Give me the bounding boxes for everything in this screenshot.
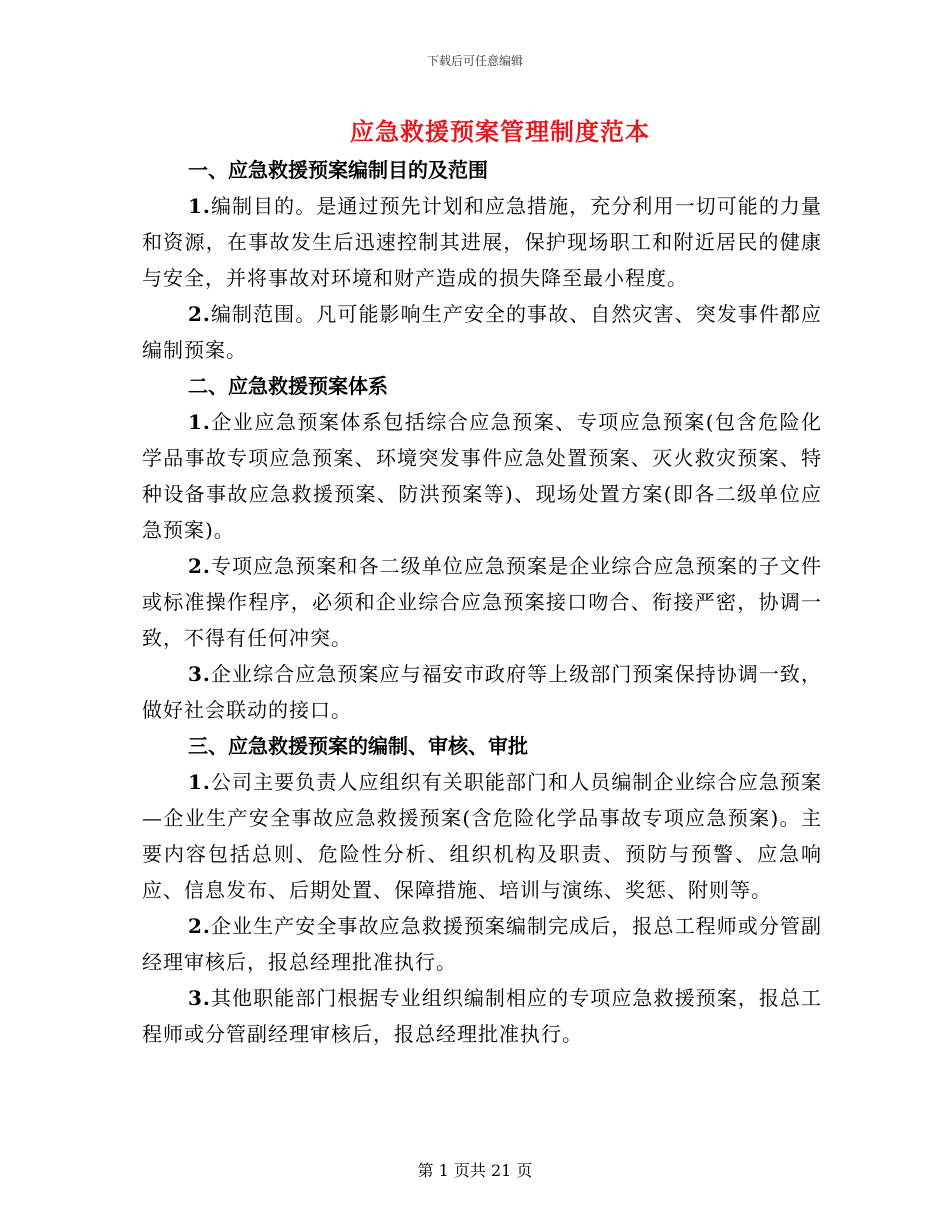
section-heading: 三、应急救援预案的编制、审核、审批 [188,734,528,758]
paragraph-text: 公司主要负责人应组织有关职能部门和人员编制企业综合应急预案—企业生产安全事故应急救援预案(含危险化学品事故专项应急预案)。主要内容包括总则、危险性分析、组织机构及职责、预防与预警、应急响应、信息发布、后期处置、保障措施、培训与演练、奖惩、附则等。 [142,770,822,902]
paragraph-number: 1. [188,410,211,434]
document-title: 应急救援预案管理制度范本 [350,117,650,146]
paragraph-number: 1. [188,194,211,218]
header-note: 下载后可任意编辑 [426,54,523,68]
paragraph-text: 编制范围。凡可能影响生产安全的事故、自然灾害、突发事件都应编制预案。 [142,302,822,362]
section-2 [142,368,822,728]
paragraph [142,764,822,908]
paragraph [142,296,822,368]
paragraph-text: 编制目的。是通过预先计划和应急措施，充分利用一切可能的力量和资源，在事故发生后迅速控制其进展，保护现场职工和附近居民的健康与安全，并将事故对环境和财产造成的损失降至最小程度。 [142,194,822,290]
section-heading: 二、应急救援预案体系 [188,374,388,398]
section-3 [142,728,822,1052]
section-1 [142,152,822,368]
paragraph-text: 企业综合应急预案应与福安市政府等上级部门预案保持协调一致，做好社会联动的接口。 [142,662,822,722]
paragraph [142,908,822,980]
paragraph [142,188,822,296]
paragraph-text: 其他职能部门根据专业组织编制相应的专项应急救援预案，报总工程师或分管副经理审核后，报总经理批准执行。 [142,986,822,1046]
paragraph [142,404,822,548]
paragraph-number: 2. [188,302,211,326]
paragraph-number: 3. [188,662,211,686]
paragraph-text: 企业应急预案体系包括综合应急预案、专项应急预案(包含危险化学品事故专项应急预案、环境突发事件应急处置预案、灭火救灾预案、特种设备事故应急救援预案、防洪预案等)、现场处置方案(即各二级单位应急预案)。 [142,410,822,542]
document-body [142,152,822,1052]
paragraph-text: 企业生产安全事故应急救援预案编制完成后，报总工程师或分管副经理审核后，报总经理批准执行。 [142,914,822,974]
paragraph [142,656,822,728]
paragraph [142,548,822,656]
paragraph-number: 2. [188,914,211,938]
paragraph-number: 2. [188,554,211,578]
page-number-footer: 第 1 页共 21 页 [417,1161,533,1180]
paragraph [142,980,822,1052]
paragraph-text: 专项应急预案和各二级单位应急预案是企业综合应急预案的子文件或标准操作程序，必须和企业综合应急预案接口吻合、衔接严密，协调一致，不得有任何冲突。 [142,554,822,650]
paragraph-number: 3. [188,986,211,1010]
section-heading: 一、应急救援预案编制目的及范围 [188,158,488,182]
paragraph-number: 1. [188,770,211,794]
